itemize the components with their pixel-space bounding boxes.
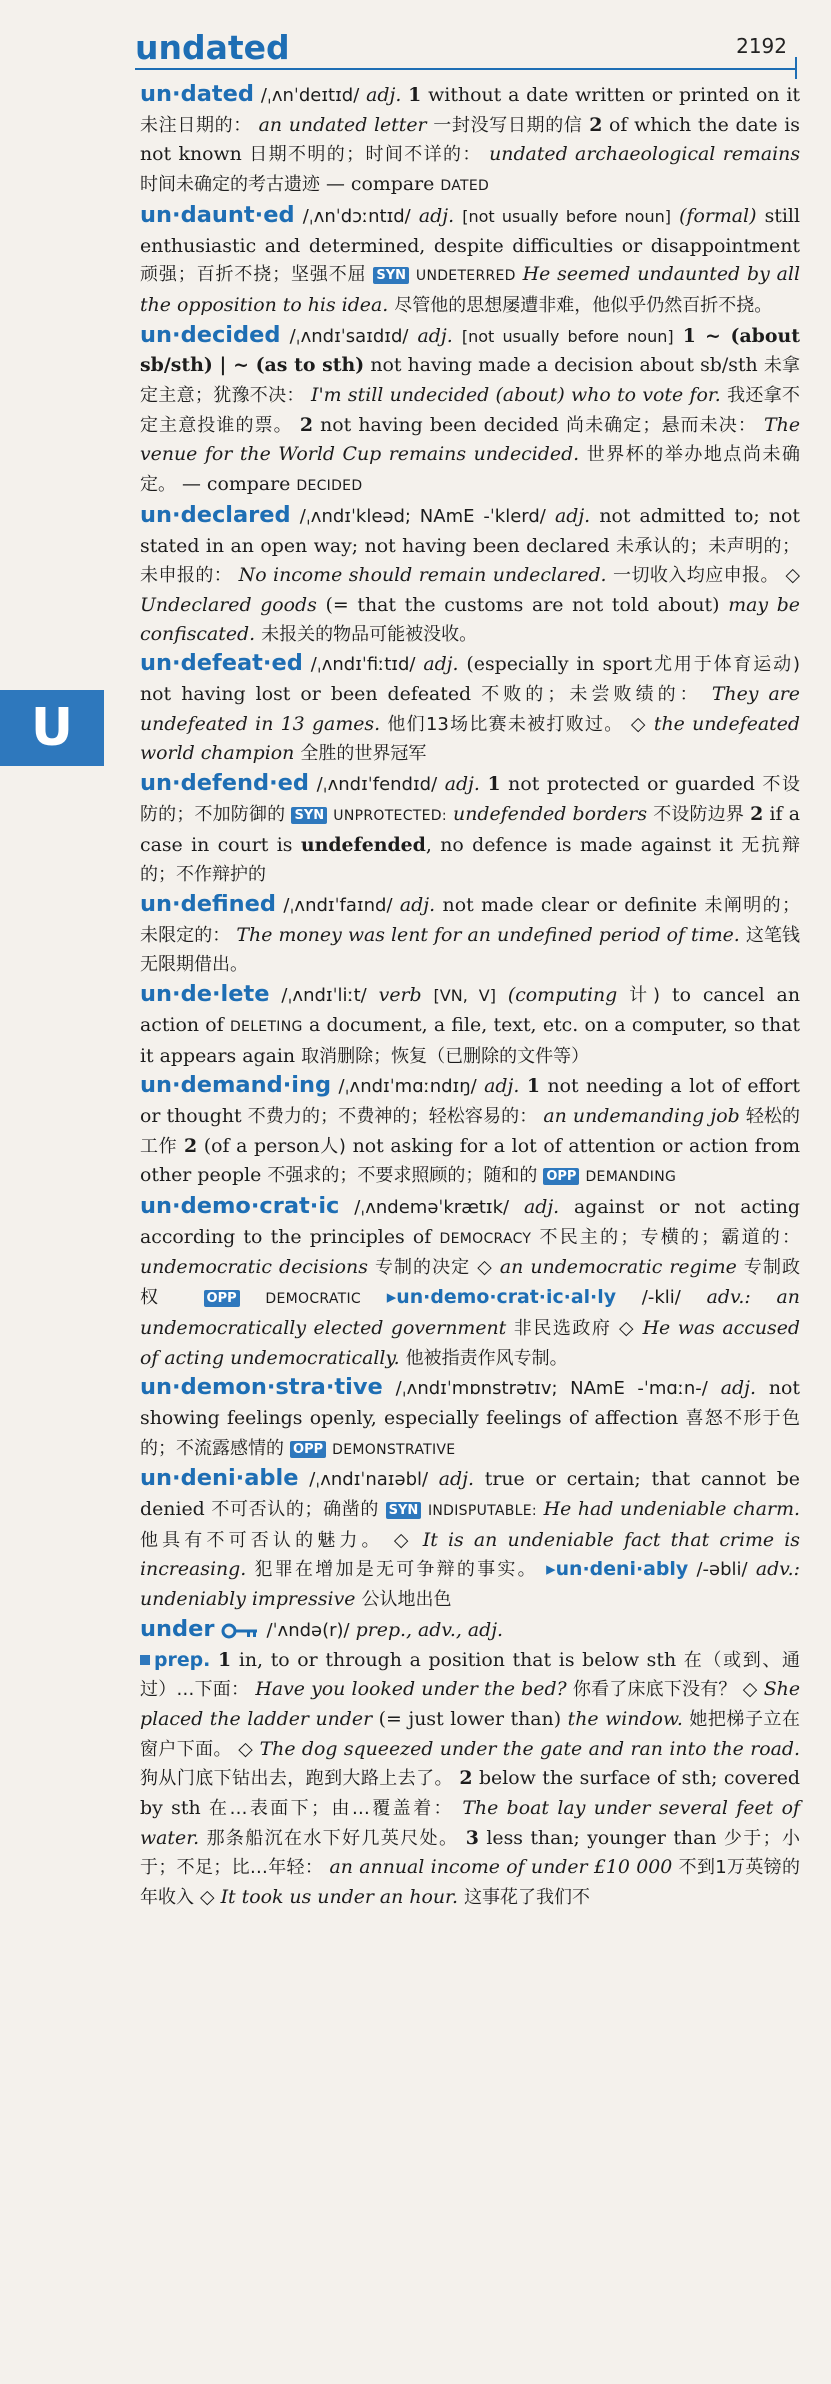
translation: 无抗辩的；不作辩护的 — [140, 834, 801, 886]
translation: 他们13场比赛未被打败过。 — [387, 713, 624, 735]
pronunciation: /ˌʌndɪˈfiːtɪd/ — [310, 654, 416, 676]
example: The venue for the World Cup remains undecided. — [140, 413, 800, 466]
headword: un·defend·ed — [140, 770, 310, 797]
guide-word: undated — [135, 28, 290, 67]
entry-undefined — [140, 890, 800, 980]
example: The boat lay under several feet of water. — [140, 1797, 800, 1849]
example: an undemanding job — [543, 1104, 740, 1127]
part-of-speech: adj. — [720, 1377, 756, 1400]
translation: 尽管他的思想屡遭非难，他似乎仍然百折不挠。 — [394, 294, 773, 316]
opposite-badge: OPP — [204, 1290, 240, 1307]
definition: if a case in court is — [140, 802, 800, 856]
cross-reference[interactable]: DEMOCRACY — [439, 1230, 532, 1247]
compare-label: — compare — [182, 473, 291, 496]
grammar-note: [not usually before noun] — [462, 206, 671, 226]
sense-number: 3 — [465, 1826, 479, 1849]
grammar-note: [VN, V] — [433, 986, 496, 1006]
entry-undefeated — [140, 649, 800, 769]
translation: 不设防的；不加防御的 — [140, 774, 801, 825]
register-label: (formal) — [679, 204, 757, 227]
pronunciation: /ˌʌndɪˈmɒnstrətɪv; NAmE -ˈmɑːn-/ — [395, 1378, 708, 1400]
translation: 未注日期的： — [140, 114, 252, 136]
example: They are undefeated in 13 games. — [140, 683, 800, 735]
headword: un·de·lete — [140, 981, 270, 1008]
example: He had undeniable charm. — [543, 1498, 800, 1521]
pronunciation: /ˌʌndɪˈliːt/ — [281, 985, 367, 1007]
example: He seemed undaunted by all the opposition to his idea. — [140, 263, 801, 316]
usage-note: (especially in sport — [466, 653, 653, 676]
sense-number: 2 — [750, 802, 764, 825]
header-rule — [135, 68, 797, 70]
translation: 在…表面下；由…覆盖着： — [209, 1798, 454, 1820]
cross-reference[interactable]: DECIDED — [296, 478, 363, 495]
translation: 专制的决定 — [374, 1257, 471, 1279]
translation: 不可否认的；确凿的 — [211, 1499, 380, 1521]
synonym-badge: SYN — [373, 267, 409, 284]
example-separator: ◇ — [477, 1256, 493, 1279]
sense-number: 1 — [487, 773, 501, 796]
bold-term: undefended — [300, 833, 426, 856]
translation: 人) — [319, 1135, 346, 1157]
definition: against or not acting according to the principles of — [140, 1196, 800, 1248]
translation: 不费力的；不费神的；轻松容易的： — [247, 1105, 538, 1127]
translation: 取消删除；恢复（已删除的文件等） — [301, 1045, 590, 1067]
cross-reference[interactable]: DEMONSTRATIVE — [332, 1441, 456, 1458]
definition: not protected or guarded — [508, 773, 755, 796]
translation: 狗从门底下钻出去，跑到大路上去了。 — [140, 1768, 453, 1790]
definition: to cancel an action of — [140, 984, 800, 1036]
translation: 时间未确定的考古遗迹 — [140, 174, 320, 196]
example-separator: ◇ — [785, 564, 800, 587]
definition: a document, a file, text, etc. on a computer, so that it appears again — [140, 1013, 800, 1067]
example-separator: ◇ — [618, 1316, 636, 1339]
pronunciation: /ˌʌndɪˈkleəd; NAmE -ˈklerd/ — [299, 505, 546, 527]
example: It is an undeniable fact that crime is increasing. — [140, 1528, 800, 1581]
pronunciation: /-kli/ — [641, 1287, 681, 1309]
entry-undemanding — [140, 1071, 800, 1192]
translation: 不到1万英镑的年收入 — [140, 1857, 800, 1909]
example-separator: ◇ — [630, 712, 647, 735]
derivative-arrow-icon: ▸ — [386, 1286, 397, 1309]
example: The money was lent for an undefined period of time. — [236, 923, 740, 946]
translation: 公认地出色 — [361, 1589, 452, 1611]
translation: 一封没写日期的信 — [433, 114, 583, 136]
translation: 少于；小于；不足；比…年轻： — [140, 1827, 801, 1879]
translation: 这笔钱无限期借出。 — [140, 924, 801, 976]
example: an annual income of under £10 000 — [329, 1856, 673, 1879]
sense-number: 1 — [218, 1648, 232, 1671]
sense-number: 1 — [682, 324, 696, 347]
definition: not having lost or been defeated — [140, 683, 472, 706]
translation: 未承认的；未声明的；未申报的： — [140, 535, 800, 587]
example: the window. — [567, 1707, 683, 1730]
sense-number: 2 — [459, 1767, 473, 1790]
definition: not admitted to; not stated in an open way; not having been declared — [140, 504, 800, 557]
headword: un·defeat·ed — [140, 650, 303, 677]
part-of-speech: adj. — [554, 504, 591, 527]
opposite-badge: OPP — [543, 1168, 579, 1185]
sense-number: 2 — [183, 1134, 198, 1157]
headword: un·declared — [140, 501, 291, 528]
translation: 不民主的；专横的；霸道的： — [539, 1226, 800, 1248]
pronunciation: /-əbli/ — [696, 1559, 748, 1581]
translation: 尚未确定；悬而未决： — [565, 414, 757, 436]
opposite-badge: OPP — [290, 1441, 326, 1458]
translation: 非民选政府 — [513, 1317, 612, 1339]
example: undefended borders — [453, 802, 648, 825]
cross-reference[interactable]: DATED — [440, 178, 490, 195]
headword: un·demand·ing — [140, 1072, 332, 1099]
translation: 世界杯的举办地点尚未确定。 — [140, 444, 801, 496]
thumb-index-letter: U — [30, 698, 74, 758]
translation: 这事花了我们不 — [464, 1887, 591, 1909]
definition: not needing a lot of effort or thought — [140, 1075, 800, 1127]
register-label: (computing — [507, 984, 618, 1007]
synonym-badge: SYN — [386, 1502, 422, 1519]
definition: not made clear or definite — [442, 893, 698, 916]
part-of-speech: adj. — [423, 653, 459, 676]
definition: not having been decided — [320, 413, 559, 436]
definition: not having made a decision about sb/sth — [370, 354, 758, 377]
entry-undemonstrative — [140, 1373, 800, 1464]
part-of-speech: adv.: — [755, 1558, 800, 1581]
thumb-index-tab — [0, 690, 104, 766]
example-separator: ◇ — [200, 1886, 215, 1909]
definition: of which the date is not known — [140, 113, 800, 166]
cross-reference[interactable]: INDISPUTABLE: — [427, 1503, 537, 1520]
part-of-speech: adj. — [523, 1196, 560, 1219]
sense-number: 2 — [589, 113, 603, 136]
definition: true or certain; that cannot be denied — [140, 1468, 800, 1521]
entry-undeclared — [140, 501, 800, 650]
pronunciation: /ˌʌndɪˈsaɪdɪd/ — [289, 325, 409, 347]
section-label: prep. — [154, 1648, 211, 1671]
translation: 轻松的工作 — [140, 1105, 801, 1157]
translation: 未拿定主意；犹豫不决： — [140, 355, 800, 407]
usage-note: (of a person — [203, 1134, 320, 1157]
part-of-speech: adj. — [417, 324, 453, 347]
example: undated archaeological remains — [489, 143, 801, 166]
part-of-speech: adj. — [366, 84, 402, 106]
definition: , no defence is made against it — [425, 833, 733, 856]
translation: 一切收入均应申报。 — [613, 565, 779, 587]
translation: 他具有不可否认的魅力。 — [140, 1529, 384, 1551]
example-separator: ◇ — [393, 1528, 413, 1551]
part-of-speech: adj. — [438, 1468, 475, 1491]
translation: 未阐明的；未限定的： — [140, 894, 801, 946]
translation: 专制政权 — [140, 1257, 800, 1309]
translation: 不设防边界 — [653, 803, 744, 825]
headword: un·defined — [140, 890, 277, 917]
translation: 喜怒不形于色的；不流露感情的 — [140, 1407, 800, 1459]
entry-under — [140, 1615, 800, 1913]
part-of-speech: adj. — [444, 773, 480, 796]
definition: below the surface of sth; covered by sth — [140, 1767, 801, 1820]
example: undemocratic decisions — [140, 1256, 368, 1279]
section-marker-icon — [140, 1655, 150, 1665]
gloss: (= that the customs are not told about) — [325, 593, 720, 616]
translation: 你看了床底下没有？ — [572, 1679, 737, 1701]
pronunciation: /ˌʌnˈdeɪtɪd/ — [260, 85, 360, 106]
cross-reference[interactable]: DEMANDING — [585, 1169, 677, 1186]
translation: 日期不明的；时间不详的： — [249, 144, 482, 166]
translation: 我还拿不定主意投谁的票。 — [140, 385, 800, 436]
entry-undeniable — [140, 1464, 800, 1615]
example: an undemocratic regime — [499, 1256, 737, 1279]
part-of-speech: adj. — [399, 893, 436, 916]
pronunciation: /ˌʌndɪˈmɑːndɪŋ/ — [338, 1076, 477, 1098]
translation: 他被指责作风专制。 — [405, 1347, 568, 1369]
gloss: (= just lower than) — [378, 1707, 562, 1730]
pronunciation: /ˈʌndə(r)/ — [266, 1619, 350, 1641]
part-of-speech: verb — [378, 984, 422, 1007]
sense-number: 1 — [408, 84, 422, 106]
derivative-arrow-icon: ▸ — [546, 1558, 556, 1581]
example: undeniably impressive — [140, 1588, 356, 1611]
part-of-speech: adj. — [484, 1075, 520, 1098]
page-number: 2192 — [736, 34, 787, 58]
pronunciation: /ˌʌnˈdɔːntɪd/ — [302, 205, 411, 227]
translation: 计) — [629, 985, 661, 1007]
translation: 顽强；百折不挠；坚强不屈 — [140, 264, 367, 286]
headword: un·dated — [140, 81, 254, 107]
cross-reference[interactable]: UNDETERRED — [415, 268, 516, 285]
definition: less than; younger than — [486, 1826, 717, 1849]
example: an undated letter — [258, 113, 427, 136]
headword: un·daunt·ed — [140, 201, 295, 228]
synonym-badge: SYN — [291, 807, 327, 824]
entry-undefended — [140, 769, 800, 890]
headword: un·decided — [140, 321, 281, 348]
example-separator: ◇ — [742, 1678, 758, 1701]
grammar-note: [not usually before noun] — [461, 326, 674, 346]
headword: under — [140, 1615, 215, 1642]
example: Undeclared goods — [140, 593, 317, 616]
translation: 在（或到、通过）…下面： — [140, 1649, 800, 1701]
pronunciation: /ˌʌndɪˈnaɪəbl/ — [309, 1469, 429, 1491]
headword: un·demo·crat·ic — [140, 1193, 340, 1220]
translation: 未报关的物品可能被没收。 — [261, 623, 478, 645]
page-header — [135, 28, 797, 72]
translation: 不强求的；不要求照顾的；随和的 — [267, 1165, 538, 1187]
cross-reference[interactable]: UNPROTECTED: — [333, 807, 447, 824]
grammar-pattern: ~ (about sb/sth) | ~ (as to sth) — [140, 324, 800, 377]
header-rule-cap — [795, 57, 797, 79]
example: I'm still undecided (about) who to vote for. — [311, 384, 721, 407]
translation: 尤用于体育运动) — [652, 654, 800, 676]
translation: 犯罪在增加是无可争辩的事实。 — [254, 1559, 538, 1581]
pronunciation: /ˌʌndɪˈfendɪd/ — [316, 774, 438, 796]
part-of-speech: prep., adv., adj. — [355, 1618, 504, 1641]
example: an undemocratically elected government — [140, 1286, 800, 1339]
definition: in, to or through a position that is below sth — [238, 1648, 677, 1671]
pronunciation: /ˌʌndɪˈfaɪnd/ — [283, 894, 393, 916]
translation: 她把梯子立在窗户下面。 — [140, 1708, 800, 1760]
example: may be confiscated. — [140, 593, 800, 645]
key-icon — [221, 1622, 261, 1640]
translation: 不败的；未尝败绩的： — [481, 684, 702, 706]
headword: un·deni·able — [140, 1465, 299, 1492]
compare-label: — compare — [326, 173, 435, 196]
definition: without a date written or printed on it — [428, 84, 800, 106]
example: She placed the ladder under — [140, 1678, 801, 1730]
entry-undaunted — [140, 201, 800, 321]
cross-reference[interactable]: DEMOCRATIC — [265, 1291, 362, 1308]
derivative-headword: un·demo·crat·ic·al·ly — [396, 1286, 617, 1309]
derivative-headword: un·deni·ably — [555, 1558, 689, 1581]
definition: still enthusiastic and determined, despite difficulties or disappointment — [140, 204, 801, 257]
part-of-speech: adv.: — [706, 1286, 751, 1309]
translation: 那条船沉在水下好几英尺处。 — [206, 1827, 459, 1849]
part-of-speech: adj. — [418, 204, 455, 227]
definition: not showing feelings openly, especially feelings of affection — [140, 1377, 800, 1429]
entry-undemocratic — [140, 1192, 800, 1373]
entry-undated — [140, 80, 800, 201]
translation: 全胜的世界冠军 — [300, 743, 427, 765]
headword: un·demon·stra·tive — [140, 1374, 383, 1401]
definition: not asking for a lot of attention or action from other people — [140, 1134, 800, 1187]
example: The dog squeezed under the gate and ran into the road. — [259, 1737, 800, 1760]
example-separator: ◇ — [238, 1737, 254, 1760]
pronunciation: /ˌʌndeməˈkrætɪk/ — [354, 1197, 510, 1219]
example: No income should remain undeclared. — [238, 564, 607, 587]
dictionary-entries — [140, 80, 800, 1913]
example: He was accused of acting undemocratically. — [140, 1316, 800, 1369]
entry-undelete — [140, 980, 800, 1071]
entry-undecided — [140, 321, 800, 501]
example: It took us under an hour. — [220, 1886, 459, 1909]
sense-number: 1 — [526, 1075, 540, 1098]
sense-number: 2 — [299, 413, 314, 436]
cross-reference[interactable]: DELETING — [229, 1018, 303, 1035]
example: Have you looked under the bed? — [255, 1678, 567, 1701]
example: the undefeated world champion — [140, 712, 801, 765]
